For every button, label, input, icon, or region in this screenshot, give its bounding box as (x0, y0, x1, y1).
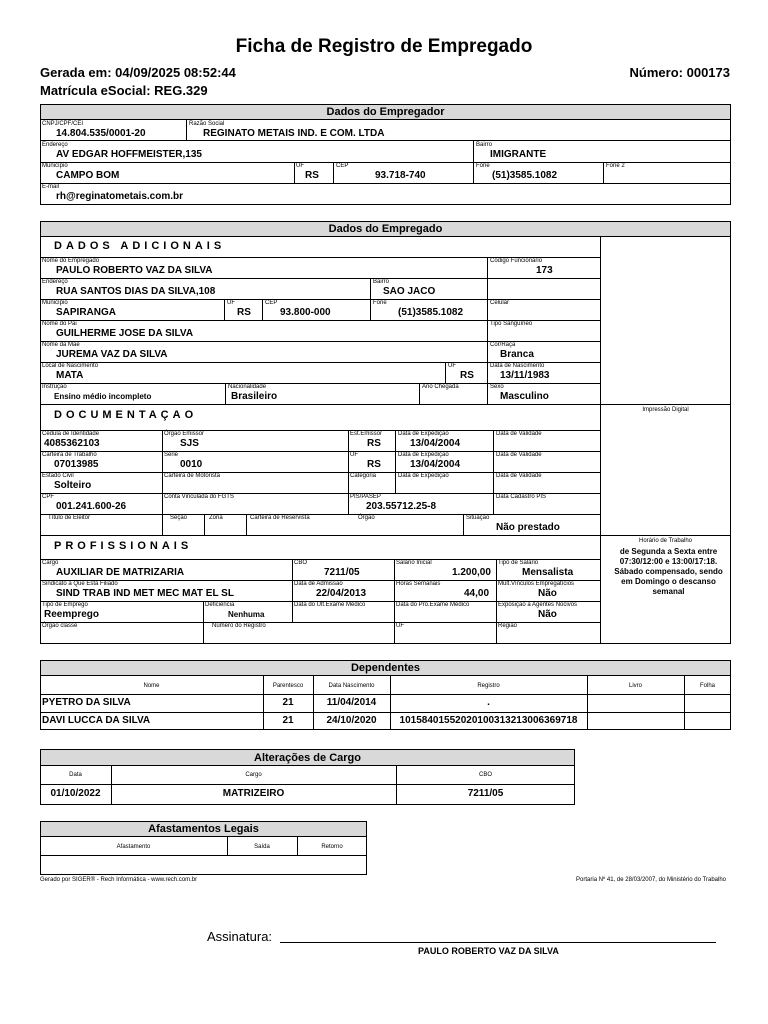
employee-section-title: Dados do Empregado (40, 221, 731, 237)
union-label: Sindicato a Que Está Filiado (42, 581, 118, 587)
military-status-label: Situação (466, 515, 490, 521)
employer-city-value: CAMPO BOM (56, 170, 120, 181)
last-exam-label: Data do Ult.Exame Médico (294, 602, 366, 608)
employer-section-title: Dados do Empregador (40, 104, 731, 120)
signature-name: PAULO ROBERTO VAZ DA SILVA (418, 946, 559, 956)
cbo-label: CBO (294, 560, 308, 566)
employment-type-value: Reemprego (44, 609, 100, 620)
work-card-date-label: Data de Expedição (398, 452, 449, 458)
salary-type-value: Mensalista (522, 567, 574, 578)
salary-type-label: Tipo de Salário (498, 560, 539, 566)
work-card-uf-label: UF (350, 452, 358, 458)
employee-cep-label: CEP (265, 300, 278, 306)
admission-date-value: 22/04/2013 (316, 588, 367, 599)
father-value: GUILHERME JOSE DA SILVA (56, 328, 194, 339)
nationality-label: Nacionalidade (228, 384, 267, 390)
employee-uf-value: RS (237, 307, 251, 318)
education-label: Instrução (42, 384, 67, 390)
dep-kinship: 21 (282, 715, 294, 726)
dep-name: DAVI LUCCA DA SILVA (42, 715, 151, 726)
employer-address-value: AV EDGAR HOFFMEISTER,135 (56, 149, 202, 160)
license-validity-label: Data de Validade (496, 473, 542, 479)
leaves-title: Afastamentos Legais (40, 821, 367, 837)
blood-type-label: Tipo Sanguíneo (490, 321, 533, 327)
employee-address-value: RUA SANTOS DIAS DA SILVA,108 (56, 286, 216, 297)
signature-label: Assinatura: (207, 929, 273, 944)
professional-heading: PROFISSIONAIS (54, 540, 193, 552)
dep-col-birth: Data Nascimento (328, 683, 375, 689)
union-value: SIND TRAB IND MET MEC MAT EL SL (56, 588, 234, 599)
license-category-label: Categoria (350, 473, 377, 479)
employer-email-value: rh@reginatometais.com.br (56, 191, 184, 202)
issuer-value: SJS (180, 438, 199, 449)
reservist-label: Carteira de Reservista (250, 515, 310, 521)
cpf-value: 001.241.600-26 (56, 501, 127, 512)
employment-type-label: Tipo de Emprego (42, 602, 88, 608)
voter-section-label: Seção (170, 515, 188, 521)
dep-kinship: 21 (282, 697, 294, 708)
work-card-series-value: 0010 (180, 459, 203, 470)
razao-value: REGINATO METAIS IND. E COM. LTDA (203, 128, 385, 139)
weekly-hours-value: 44,00 (464, 588, 490, 599)
employee-code-label: Código Funcionário (490, 258, 543, 264)
work-card-value: 07013985 (54, 459, 99, 470)
generator-note: Gerado por SIGER® - Rech Informática - www.rech.com.br (40, 877, 198, 883)
birthplace-value: MATA (56, 370, 84, 381)
employee-city-label: Município (42, 300, 68, 306)
employer-city-label: Município (42, 163, 68, 169)
registration-uf-label: UF (396, 623, 404, 629)
work-card-date-value: 13/04/2004 (410, 459, 461, 470)
salary-label: Salário Inicial (396, 560, 432, 566)
employee-uf-label: UF (227, 300, 235, 306)
hazard-exposure-label: Exposição a Agentes Nocivos (498, 602, 578, 608)
work-card-uf-value: RS (367, 459, 381, 470)
dep-registry: . (487, 697, 490, 708)
dep-registry: 10158401552020100313213006369718 (399, 715, 578, 726)
documentation-heading: DOCUMENTAÇAO (54, 409, 198, 421)
employee-phone-label: Fone (373, 300, 387, 306)
job-changes-title: Alterações de Cargo (40, 749, 575, 766)
leave-col-type: Afastamento (116, 844, 151, 850)
pis-date-label: Data Cadastro PIS (496, 494, 547, 500)
employee-cep-value: 93.800-000 (280, 307, 331, 318)
id-issue-date-value: 13/04/2004 (410, 438, 461, 449)
job-change-title: MATRIZEIRO (222, 788, 285, 799)
employer-uf-label: UF (296, 163, 304, 169)
job-col-cbo: CBO (478, 772, 492, 778)
leave-col-return: Retorno (321, 844, 343, 850)
employee-name-value: PAULO ROBERTO VAZ DA SILVA (56, 265, 213, 276)
dep-col-book: Livro (628, 683, 642, 689)
work-card-label: Carteira de Trabalho (42, 452, 97, 458)
page-title: Ficha de Registro de Empregado (235, 36, 533, 57)
fingerprint-label: Impressão Digital (642, 407, 689, 413)
job-col-title: Cargo (245, 772, 262, 778)
marital-status-value: Solteiro (54, 480, 92, 491)
employer-email-label: E-mail (42, 184, 60, 190)
issuer-state-value: RS (367, 438, 381, 449)
birthplace-label: Local de Nascimento (42, 363, 99, 369)
id-card-value: 4085362103 (44, 438, 100, 449)
dep-name: PYETRO DA SILVA (42, 697, 131, 708)
employer-cep-label: CEP (336, 163, 349, 169)
employer-cep-value: 93.718-740 (375, 170, 426, 181)
generated-at: Gerada em: 04/09/2025 08:52:44 (40, 65, 236, 80)
multiple-jobs-value: Não (538, 588, 557, 599)
work-hours-label: Horário de Trabalho (638, 538, 693, 544)
work-hours-value: de Segunda a Sexta entre 07:30/12:00 e 13:00/17:18. Sábado compensado, sendo em Domingo o descanso semanal (614, 547, 723, 596)
cnpj-label: CNPJ/CPF/CEI (42, 121, 84, 127)
employee-phone-value: (51)3585.1082 (398, 307, 464, 318)
disability-value: Nenhuma (228, 610, 265, 619)
salary-value: 1.200,00 (452, 567, 491, 578)
fgts-label: Conta Vinculada do FGTS (164, 494, 234, 500)
education-value: Ensino médio incompleto (54, 392, 152, 401)
license-date-label: Data de Expedição (398, 473, 449, 479)
leave-col-exit: Saída (254, 844, 270, 850)
birth-uf-value: RS (460, 370, 474, 381)
employer-phone-label: Fone (476, 163, 490, 169)
sex-value: Masculino (500, 391, 549, 402)
arrival-year-label: Ano Chegada (422, 384, 459, 390)
razao-label: Razão Social (189, 121, 225, 127)
cbo-value: 7211/05 (324, 567, 360, 578)
legal-note: Portaria Nº 41, de 28/03/2007, do Ministério do Trabalho (576, 877, 726, 883)
cpf-label: CPF (42, 494, 54, 500)
nationality-value: Brasileiro (231, 391, 278, 402)
birth-date-value: 13/11/1983 (500, 370, 550, 381)
drivers-license-label: Carteira de Motorista (164, 473, 221, 479)
multiple-jobs-label: Mult.Vínculos Empregatícios (498, 581, 575, 587)
employee-address-label: Endereço (42, 279, 68, 285)
work-card-series-label: Série (164, 452, 179, 458)
pis-label: PIS/PASEP (350, 494, 381, 500)
employer-district-value: IMIGRANTE (490, 149, 547, 160)
professional-body-label: Órgão classe (42, 623, 78, 629)
work-card-validity-label: Data de Validade (496, 452, 542, 458)
id-card-label: Cédula de Identidade (42, 431, 100, 437)
employee-district-label: Bairro (373, 279, 390, 285)
marital-status-label: Estado Civil (42, 473, 74, 479)
pis-value: 203.55712.25-8 (366, 501, 437, 512)
dep-col-kinship: Parentesco (272, 683, 304, 689)
voter-id-label: Título de Eleitor (48, 515, 91, 521)
cnpj-value: 14.804.535/0001-20 (56, 128, 146, 139)
issuer-label: Órgão Emissor (164, 431, 205, 437)
dep-birth: 24/10/2020 (326, 715, 377, 726)
record-number: Número: 000173 (629, 65, 730, 80)
employer-phone-value: (51)3585.1082 (492, 170, 558, 181)
military-organ-label: Órgão (358, 515, 375, 521)
employee-name-label: Nome do Empregado (42, 258, 100, 264)
hazard-exposure-value: Não (538, 609, 557, 620)
signature-line (280, 942, 716, 943)
father-label: Nome do Pai (42, 321, 77, 327)
registration-number-label: Número do Registro (212, 623, 266, 629)
next-exam-label: Data do Pro.Exame Médico (396, 602, 470, 608)
job-col-date: Data (69, 772, 82, 778)
disability-label: Deficiência (205, 602, 235, 608)
race-label: Cor/Raça (490, 342, 516, 348)
employer-district-label: Bairro (476, 142, 493, 148)
sex-label: Sexo (490, 384, 504, 390)
dep-birth: 11/04/2014 (326, 697, 377, 708)
employee-mobile-label: Celular (490, 300, 510, 306)
additional-data-heading: DADOS ADICIONAIS (54, 240, 226, 252)
employee-district-value: SAO JACO (383, 286, 436, 297)
dep-col-page: Folha (699, 683, 715, 689)
employee-city-value: SAPIRANGA (56, 307, 117, 318)
mother-label: Nome da Mãe (42, 342, 80, 348)
job-title-label: Cargo (42, 560, 59, 566)
esocial-registration: Matrícula eSocial: REG.329 (40, 83, 208, 98)
id-validity-label: Data de Validade (496, 431, 542, 437)
birth-date-label: Data de Nascimento (490, 363, 545, 369)
employer-uf-value: RS (305, 170, 319, 181)
job-change-cbo: 7211/05 (467, 788, 504, 799)
employer-phone2-label: Fone 2 (606, 163, 625, 169)
military-status-value: Não prestado (496, 522, 560, 533)
region-label: Região (498, 623, 518, 629)
job-change-date: 01/10/2022 (50, 788, 101, 799)
employer-address-label: Endereço (42, 142, 68, 148)
race-value: Branca (500, 349, 534, 360)
voter-zone-label: Zona (209, 515, 223, 521)
weekly-hours-label: Horas Semanais (396, 581, 441, 587)
admission-date-label: Data de Admissão (294, 581, 343, 587)
birth-uf-label: UF (448, 363, 456, 369)
id-issue-date-label: Data de Expedição (398, 431, 449, 437)
mother-value: JUREMA VAZ DA SILVA (56, 349, 168, 360)
dependents-title: Dependentes (40, 660, 731, 676)
issuer-state-label: Est.Emissor (350, 431, 383, 437)
job-title-value: AUXILIAR DE MATRIZARIA (56, 567, 185, 578)
employee-code-value: 173 (536, 265, 553, 276)
dep-col-name: Nome (143, 683, 160, 689)
dep-col-registry: Registro (477, 683, 500, 689)
